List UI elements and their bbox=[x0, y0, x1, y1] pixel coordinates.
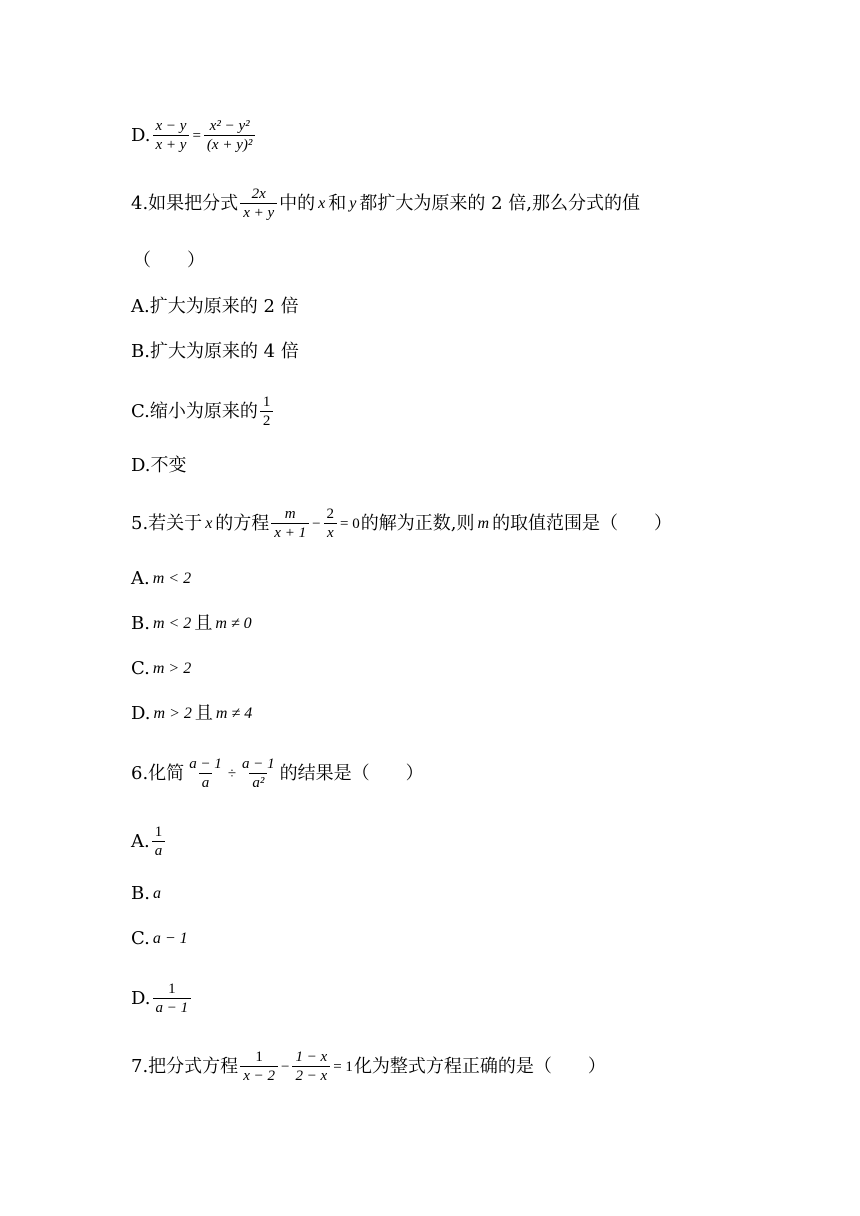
question-text: 的取值范围是（ ） bbox=[492, 512, 673, 534]
fraction bbox=[260, 394, 274, 429]
denominator: x bbox=[324, 523, 337, 541]
numerator: 2x bbox=[251, 186, 266, 202]
option-text: C.缩小为原来的 bbox=[131, 400, 258, 422]
math-expression: a − 1 bbox=[152, 930, 188, 947]
q6-option-a bbox=[131, 824, 167, 859]
fraction bbox=[324, 506, 338, 541]
math-variable: m bbox=[477, 514, 490, 532]
q7-stem bbox=[131, 1049, 606, 1084]
denominator: a − 1 bbox=[153, 998, 192, 1016]
math-expression: m < 2 bbox=[152, 570, 192, 587]
q6-option-d bbox=[131, 981, 193, 1016]
denominator: x + y bbox=[240, 203, 277, 221]
fraction bbox=[153, 118, 190, 153]
denominator: x − 2 bbox=[240, 1066, 278, 1084]
q5-stem bbox=[131, 506, 672, 541]
denominator: a² bbox=[249, 773, 267, 791]
q6-option-c bbox=[131, 926, 191, 952]
q4-option-d: D.不变 bbox=[131, 455, 187, 476]
q4-answer-paren: （ ） bbox=[133, 250, 205, 271]
q5-option-a bbox=[131, 566, 194, 592]
numerator: 1 bbox=[262, 394, 271, 410]
numerator: 1 bbox=[154, 824, 163, 840]
question-text: 的方程 bbox=[215, 512, 270, 534]
denominator: a bbox=[199, 773, 213, 791]
numerator: m bbox=[284, 506, 296, 522]
math-variable: y bbox=[349, 194, 357, 212]
minus-sign: − bbox=[280, 1058, 290, 1075]
q4-stem bbox=[131, 186, 640, 221]
equals-sign: = bbox=[192, 127, 201, 144]
denominator: 2 − x bbox=[292, 1066, 330, 1084]
numerator: a − 1 bbox=[189, 756, 222, 772]
question-text: 的解为正数,则 bbox=[360, 512, 475, 534]
option-label: C. bbox=[131, 658, 150, 679]
q5-option-b bbox=[131, 611, 255, 637]
option-label: D. bbox=[131, 124, 151, 146]
option-text: 且 bbox=[194, 703, 213, 724]
math-expression: m < 2 bbox=[152, 615, 192, 632]
minus-sign: − bbox=[312, 515, 321, 532]
denominator: x + y bbox=[153, 135, 190, 153]
question-text: 5.若关于 bbox=[131, 512, 203, 534]
fraction bbox=[292, 1049, 330, 1084]
q5-option-c bbox=[131, 656, 194, 682]
numerator: 1 bbox=[255, 1049, 263, 1065]
question-text: 7.把分式方程 bbox=[131, 1055, 239, 1077]
math-expression: a bbox=[152, 885, 161, 902]
math-expression: m ≠ 0 bbox=[215, 615, 252, 632]
fraction bbox=[186, 756, 225, 791]
fraction bbox=[204, 118, 255, 153]
division-sign: ÷ bbox=[227, 765, 237, 782]
q6-stem bbox=[131, 756, 424, 791]
fraction bbox=[240, 1049, 278, 1084]
equals-zero: = 0 bbox=[340, 515, 360, 532]
question-text: 和 bbox=[328, 192, 347, 214]
option-label: A. bbox=[131, 830, 150, 852]
q4-option-b: B.扩大为原来的 4 倍 bbox=[131, 341, 299, 362]
question-text: 中的 bbox=[279, 192, 316, 214]
math-expression: m > 2 bbox=[152, 660, 192, 677]
q5-option-d bbox=[131, 701, 255, 727]
equals-one: = 1 bbox=[333, 1058, 353, 1075]
fraction bbox=[240, 186, 277, 221]
numerator: x² − y² bbox=[209, 118, 250, 134]
numerator: x − y bbox=[155, 118, 187, 134]
denominator: (x + y)² bbox=[204, 135, 255, 153]
option-label: C. bbox=[131, 928, 150, 949]
numerator: 2 bbox=[326, 506, 335, 522]
option-label: D. bbox=[131, 987, 151, 1009]
question-text: 都扩大为原来的 2 倍,那么分式的值 bbox=[359, 192, 640, 214]
denominator: a bbox=[152, 841, 166, 859]
q3-option-d bbox=[131, 118, 257, 153]
numerator: 1 − x bbox=[295, 1049, 328, 1065]
fraction bbox=[271, 506, 309, 541]
denominator: x + 1 bbox=[271, 523, 309, 541]
question-text: 6.化简 bbox=[131, 762, 185, 784]
option-text: 且 bbox=[194, 613, 213, 634]
question-text: 4.如果把分式 bbox=[131, 192, 239, 214]
q4-option-c bbox=[131, 394, 275, 429]
option-label: B. bbox=[131, 883, 150, 904]
math-variable: x bbox=[205, 514, 213, 532]
fraction bbox=[152, 824, 166, 859]
question-text: 的结果是（ ） bbox=[279, 762, 424, 784]
math-variable: x bbox=[318, 194, 326, 212]
numerator: 1 bbox=[168, 981, 176, 997]
math-expression: m ≠ 4 bbox=[215, 705, 253, 722]
denominator: 2 bbox=[260, 411, 274, 429]
q6-option-b bbox=[131, 881, 164, 907]
math-expression: m > 2 bbox=[153, 705, 192, 722]
q4-option-a: A.扩大为原来的 2 倍 bbox=[131, 296, 299, 317]
option-label: D. bbox=[131, 703, 151, 724]
option-label: B. bbox=[131, 613, 150, 634]
numerator: a − 1 bbox=[242, 756, 275, 772]
fraction bbox=[239, 756, 278, 791]
option-label: A. bbox=[131, 568, 150, 589]
question-text: 化为整式方程正确的是（ ） bbox=[353, 1055, 606, 1077]
fraction bbox=[153, 981, 192, 1016]
